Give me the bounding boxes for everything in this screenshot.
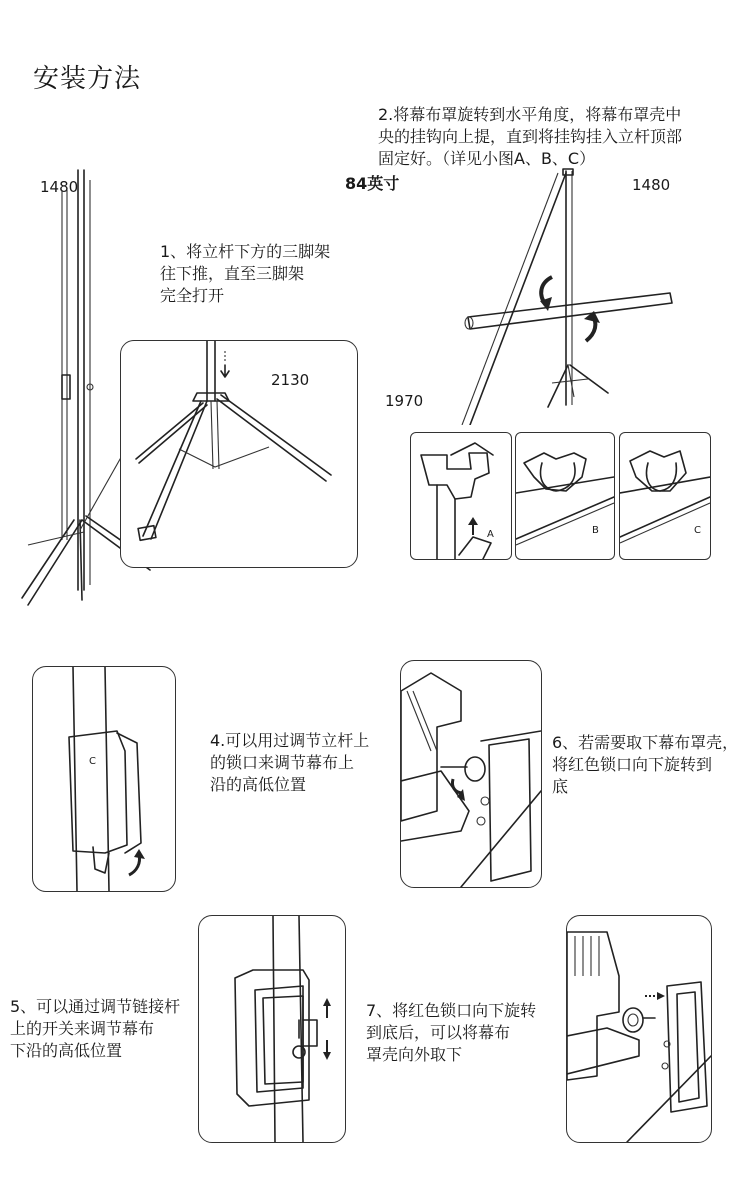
step1-text: 1、将立杆下方的三脚架 往下推，直至三脚架 完全打开 <box>160 242 331 305</box>
screen-size-label: 84英寸 <box>345 174 400 193</box>
detail-panel-a <box>410 432 512 560</box>
step6-text: 6、若需要取下幕布罩壳， 将红色锁口向下旋转到 底 <box>552 733 739 796</box>
red-lock-detail-panel <box>400 660 542 888</box>
height-label-low: 1970 <box>385 392 424 410</box>
detail-label-a: A <box>487 529 494 540</box>
height-label-extended: 2130 <box>271 371 310 389</box>
hook-detail-b-illustration <box>516 433 614 559</box>
tripod-detail-illustration <box>121 341 357 567</box>
lock-label: C <box>89 756 96 767</box>
hook-detail-c-illustration <box>620 433 710 559</box>
step7-text: 7、将红色锁口向下旋转 到底后，可以将幕布 罩壳向外取下 <box>366 1001 537 1064</box>
page-title: 安装方法 <box>33 64 142 94</box>
red-lock-illustration <box>401 661 541 887</box>
remove-casing-illustration <box>567 916 711 1142</box>
step4-text: 4.可以用过调节立杆上 的锁口来调节幕布上 沿的高低位置 <box>210 731 370 794</box>
step2-text: 2.将幕布罩旋转到水平角度，将幕布罩壳中 央的挂钩向上提，直到将挂钩挂入立杆顶部 固定好。（详见小图A、B、C） <box>378 105 683 168</box>
detail-label-b: B <box>592 525 599 536</box>
detail-label-c: C <box>694 525 701 536</box>
detail-panel-b <box>515 432 615 560</box>
step5-text: 5、可以通过调节链接杆 上的开关来调节幕布 下沿的高低位置 <box>10 997 181 1060</box>
screen-rotation-illustration <box>440 165 680 425</box>
hook-detail-a-illustration <box>411 433 511 559</box>
detail-panel-c <box>619 432 711 560</box>
remove-casing-detail-panel <box>566 915 712 1143</box>
pole-lock-detail-panel <box>32 666 176 892</box>
tripod-detail-panel <box>120 340 358 568</box>
link-switch-detail-panel <box>198 915 346 1143</box>
height-label-left: 1480 <box>40 178 79 196</box>
link-switch-illustration <box>199 916 345 1142</box>
pole-lock-illustration <box>33 667 175 891</box>
height-label-right: 1480 <box>632 176 671 194</box>
